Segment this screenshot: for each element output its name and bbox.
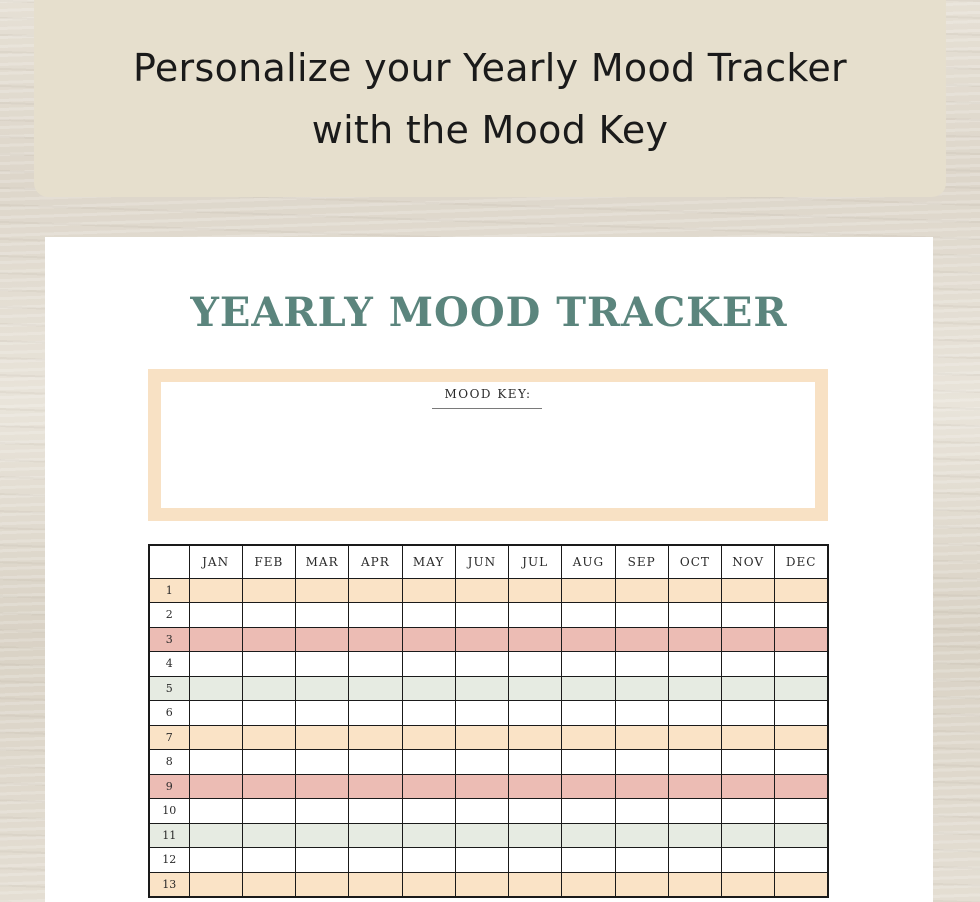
mood-cell[interactable] xyxy=(668,725,721,750)
mood-cell[interactable] xyxy=(509,603,562,628)
mood-cell[interactable] xyxy=(189,676,242,701)
mood-cell[interactable] xyxy=(562,652,615,677)
month-header: MAR xyxy=(296,545,349,578)
day-row xyxy=(149,750,828,775)
mood-cell[interactable] xyxy=(402,799,455,824)
mood-cell[interactable] xyxy=(242,725,295,750)
mood-cell[interactable] xyxy=(562,603,615,628)
day-row xyxy=(149,823,828,848)
mood-cell[interactable] xyxy=(296,578,349,603)
month-header: APR xyxy=(349,545,402,578)
mood-cell[interactable] xyxy=(722,799,775,824)
mood-cell[interactable] xyxy=(615,676,668,701)
mood-cell[interactable] xyxy=(242,799,295,824)
mood-cell[interactable] xyxy=(562,676,615,701)
mood-cell[interactable] xyxy=(615,701,668,726)
mood-cell[interactable] xyxy=(722,676,775,701)
mood-cell[interactable] xyxy=(296,676,349,701)
mood-cell[interactable] xyxy=(349,848,402,873)
mood-cell[interactable] xyxy=(775,701,828,726)
mood-cell[interactable] xyxy=(668,799,721,824)
mood-cell[interactable] xyxy=(296,872,349,897)
month-header: JUL xyxy=(509,545,562,578)
mood-cell[interactable] xyxy=(509,774,562,799)
mood-cell[interactable] xyxy=(189,750,242,775)
month-header: MAY xyxy=(402,545,455,578)
mood-cell[interactable] xyxy=(455,603,508,628)
mood-cell[interactable] xyxy=(296,750,349,775)
mood-key-label: MOOD KEY: xyxy=(444,387,532,401)
header-banner xyxy=(34,0,946,197)
mood-cell[interactable] xyxy=(349,750,402,775)
mood-cell[interactable] xyxy=(189,774,242,799)
day-number: 12 xyxy=(149,848,189,873)
month-header: SEP xyxy=(615,545,668,578)
mood-cell[interactable] xyxy=(349,652,402,677)
mood-cell[interactable] xyxy=(189,725,242,750)
mood-cell[interactable] xyxy=(615,725,668,750)
day-number: 3 xyxy=(149,627,189,652)
mood-cell[interactable] xyxy=(349,676,402,701)
mood-cell[interactable] xyxy=(722,872,775,897)
mood-cell[interactable] xyxy=(455,652,508,677)
mood-cell[interactable] xyxy=(242,848,295,873)
mood-cell[interactable] xyxy=(402,701,455,726)
mood-cell[interactable] xyxy=(562,799,615,824)
mood-cell[interactable] xyxy=(349,603,402,628)
mood-cell[interactable] xyxy=(242,627,295,652)
mood-cell[interactable] xyxy=(775,652,828,677)
tracker-sheet xyxy=(45,237,933,902)
day-number: 13 xyxy=(149,872,189,897)
mood-cell[interactable] xyxy=(242,872,295,897)
mood-cell[interactable] xyxy=(615,774,668,799)
mood-cell[interactable] xyxy=(189,603,242,628)
mood-cell[interactable] xyxy=(455,848,508,873)
mood-cell[interactable] xyxy=(615,627,668,652)
mood-cell[interactable] xyxy=(615,578,668,603)
mood-cell[interactable] xyxy=(402,725,455,750)
month-header: NOV xyxy=(722,545,775,578)
mood-cell[interactable] xyxy=(402,652,455,677)
day-number: 4 xyxy=(149,652,189,677)
mood-cell[interactable] xyxy=(668,750,721,775)
mood-cell[interactable] xyxy=(189,701,242,726)
corner-cell xyxy=(149,545,189,578)
mood-cell[interactable] xyxy=(668,823,721,848)
mood-cell[interactable] xyxy=(668,872,721,897)
day-row xyxy=(149,578,828,603)
mood-cell[interactable] xyxy=(615,823,668,848)
mood-cell[interactable] xyxy=(296,701,349,726)
month-header: OCT xyxy=(668,545,721,578)
mood-cell[interactable] xyxy=(775,848,828,873)
mood-cell[interactable] xyxy=(349,774,402,799)
mood-cell[interactable] xyxy=(775,676,828,701)
day-row xyxy=(149,627,828,652)
mood-cell[interactable] xyxy=(296,603,349,628)
day-number: 6 xyxy=(149,701,189,726)
mood-cell[interactable] xyxy=(509,750,562,775)
mood-cell[interactable] xyxy=(615,652,668,677)
day-number: 11 xyxy=(149,823,189,848)
mood-cell[interactable] xyxy=(402,627,455,652)
banner-heading-line-1: Personalize your Yearly Mood Tracker xyxy=(133,45,847,90)
mood-cell[interactable] xyxy=(509,823,562,848)
mood-cell[interactable] xyxy=(722,750,775,775)
banner-heading-line-2: with the Mood Key xyxy=(311,107,669,152)
mood-cell[interactable] xyxy=(296,652,349,677)
mood-cell[interactable] xyxy=(296,725,349,750)
mood-cell[interactable] xyxy=(562,774,615,799)
day-row xyxy=(149,725,828,750)
day-number: 8 xyxy=(149,750,189,775)
mood-cell[interactable] xyxy=(722,578,775,603)
mood-cell[interactable] xyxy=(189,823,242,848)
mood-cell[interactable] xyxy=(189,627,242,652)
mood-cell[interactable] xyxy=(402,848,455,873)
month-header-row xyxy=(149,545,828,578)
mood-cell[interactable] xyxy=(509,725,562,750)
mood-cell[interactable] xyxy=(402,872,455,897)
day-number: 5 xyxy=(149,676,189,701)
mood-cell[interactable] xyxy=(349,725,402,750)
mood-cell[interactable] xyxy=(722,823,775,848)
mood-cell[interactable] xyxy=(296,823,349,848)
mood-cell[interactable] xyxy=(562,578,615,603)
month-header: FEB xyxy=(242,545,295,578)
mood-cell[interactable] xyxy=(296,774,349,799)
mood-cell[interactable] xyxy=(722,701,775,726)
mood-cell[interactable] xyxy=(402,578,455,603)
mood-cell[interactable] xyxy=(722,627,775,652)
tracker-title: YEARLY MOOD TRACKER xyxy=(190,289,788,336)
mood-cell[interactable] xyxy=(242,774,295,799)
mood-cell[interactable] xyxy=(349,823,402,848)
mood-cell[interactable] xyxy=(722,603,775,628)
mood-cell[interactable] xyxy=(402,823,455,848)
month-header: JAN xyxy=(189,545,242,578)
day-number: 7 xyxy=(149,725,189,750)
mood-cell[interactable] xyxy=(242,652,295,677)
mood-cell[interactable] xyxy=(775,799,828,824)
mood-cell[interactable] xyxy=(402,676,455,701)
mood-cell[interactable] xyxy=(455,823,508,848)
mood-cell[interactable] xyxy=(562,627,615,652)
mood-cell[interactable] xyxy=(562,848,615,873)
mood-cell[interactable] xyxy=(562,725,615,750)
mood-cell[interactable] xyxy=(455,725,508,750)
mood-cell[interactable] xyxy=(189,652,242,677)
mood-cell[interactable] xyxy=(615,750,668,775)
mood-cell[interactable] xyxy=(668,578,721,603)
month-header: AUG xyxy=(562,545,615,578)
mood-cell[interactable] xyxy=(349,627,402,652)
mood-cell[interactable] xyxy=(455,774,508,799)
mood-cell[interactable] xyxy=(562,701,615,726)
mood-cell[interactable] xyxy=(668,627,721,652)
mood-cell[interactable] xyxy=(509,799,562,824)
mood-cell[interactable] xyxy=(668,652,721,677)
mood-cell[interactable] xyxy=(402,750,455,775)
day-row xyxy=(149,799,828,824)
mood-cell[interactable] xyxy=(296,627,349,652)
mood-cell[interactable] xyxy=(349,799,402,824)
day-row xyxy=(149,676,828,701)
mood-cell[interactable] xyxy=(562,872,615,897)
mood-cell[interactable] xyxy=(668,676,721,701)
mood-cell[interactable] xyxy=(349,872,402,897)
mood-cell[interactable] xyxy=(189,848,242,873)
day-rows xyxy=(149,578,828,897)
mood-cell[interactable] xyxy=(775,627,828,652)
mood-key-box xyxy=(148,369,828,521)
mood-cell[interactable] xyxy=(722,774,775,799)
mood-cell[interactable] xyxy=(615,799,668,824)
mood-key-area[interactable] xyxy=(161,382,815,508)
mood-cell[interactable] xyxy=(455,750,508,775)
mood-cell[interactable] xyxy=(242,701,295,726)
day-number: 10 xyxy=(149,799,189,824)
day-row xyxy=(149,848,828,873)
day-number: 2 xyxy=(149,603,189,628)
mood-grid xyxy=(148,544,829,898)
mood-cell[interactable] xyxy=(455,799,508,824)
mood-cell[interactable] xyxy=(455,627,508,652)
mood-cell[interactable] xyxy=(615,603,668,628)
mood-cell[interactable] xyxy=(296,799,349,824)
mood-cell[interactable] xyxy=(455,701,508,726)
day-row xyxy=(149,872,828,897)
mood-cell[interactable] xyxy=(775,823,828,848)
mood-cell[interactable] xyxy=(722,652,775,677)
mood-cell[interactable] xyxy=(775,872,828,897)
day-row xyxy=(149,774,828,799)
mood-cell[interactable] xyxy=(668,848,721,873)
mood-cell[interactable] xyxy=(509,652,562,677)
mood-cell[interactable] xyxy=(349,578,402,603)
mood-cell[interactable] xyxy=(402,774,455,799)
mood-cell[interactable] xyxy=(242,603,295,628)
mood-cell[interactable] xyxy=(668,603,721,628)
mood-cell[interactable] xyxy=(722,725,775,750)
mood-cell[interactable] xyxy=(775,578,828,603)
day-number: 1 xyxy=(149,578,189,603)
mood-cell[interactable] xyxy=(562,823,615,848)
mood-cell[interactable] xyxy=(509,848,562,873)
mood-cell[interactable] xyxy=(242,750,295,775)
day-number: 9 xyxy=(149,774,189,799)
mood-cell[interactable] xyxy=(189,799,242,824)
mood-cell[interactable] xyxy=(775,725,828,750)
mood-cell[interactable] xyxy=(722,848,775,873)
mood-cell[interactable] xyxy=(668,701,721,726)
day-row xyxy=(149,603,828,628)
mood-cell[interactable] xyxy=(509,676,562,701)
mood-cell[interactable] xyxy=(775,774,828,799)
mood-cell[interactable] xyxy=(242,823,295,848)
mood-cell[interactable] xyxy=(455,676,508,701)
month-header: DEC xyxy=(775,545,828,578)
mood-cell[interactable] xyxy=(402,603,455,628)
mood-cell[interactable] xyxy=(242,578,295,603)
day-row xyxy=(149,652,828,677)
mood-cell[interactable] xyxy=(509,627,562,652)
mood-cell[interactable] xyxy=(775,603,828,628)
mood-cell[interactable] xyxy=(189,872,242,897)
mood-cell[interactable] xyxy=(242,676,295,701)
mood-cell[interactable] xyxy=(562,750,615,775)
day-row xyxy=(149,701,828,726)
mood-cell[interactable] xyxy=(668,774,721,799)
mood-cell[interactable] xyxy=(349,701,402,726)
mood-cell[interactable] xyxy=(509,578,562,603)
mood-cell[interactable] xyxy=(615,848,668,873)
month-header: JUN xyxy=(455,545,508,578)
mood-cell[interactable] xyxy=(615,872,668,897)
mood-cell[interactable] xyxy=(296,848,349,873)
mood-cell[interactable] xyxy=(455,872,508,897)
mood-cell[interactable] xyxy=(189,578,242,603)
mood-cell[interactable] xyxy=(509,701,562,726)
mood-cell[interactable] xyxy=(455,578,508,603)
mood-key-underline xyxy=(432,408,542,409)
mood-cell[interactable] xyxy=(509,872,562,897)
mood-cell[interactable] xyxy=(775,750,828,775)
